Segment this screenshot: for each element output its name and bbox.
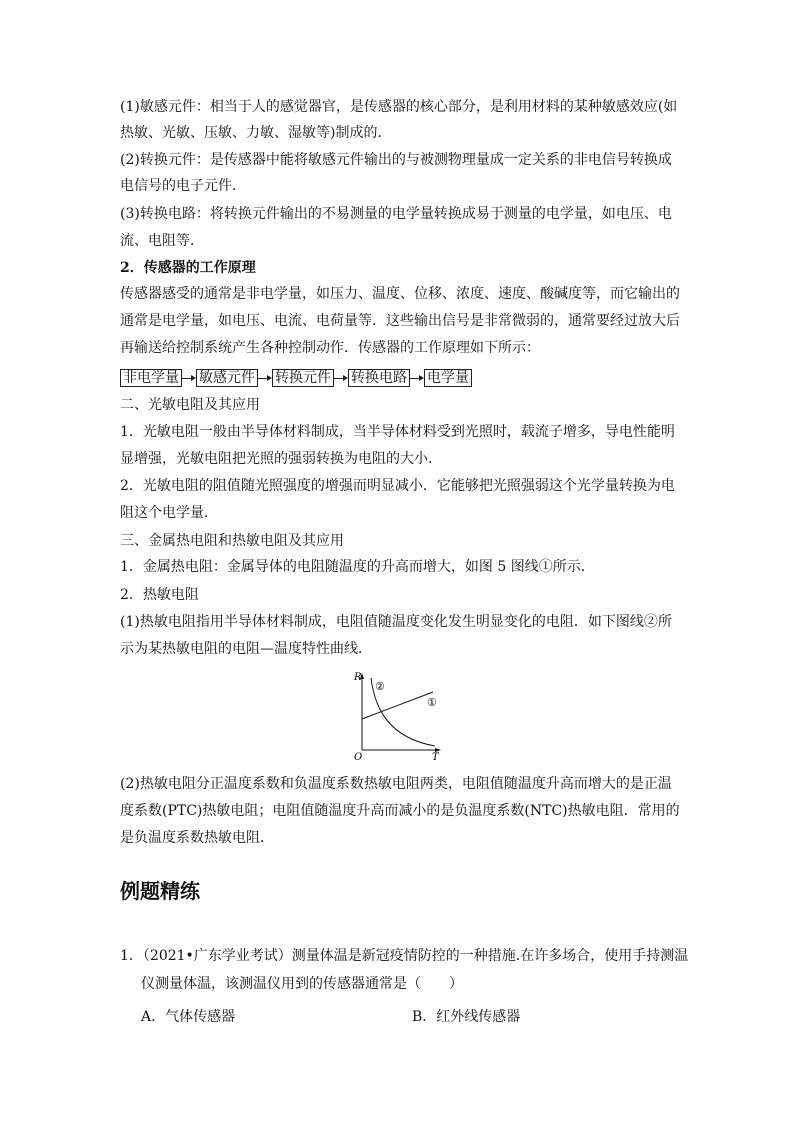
subheading: 2．传感器的工作原理 [120,260,256,276]
question-line: 1．（2021•广东学业考试）测量体温是新冠疫情防控的一种措施.在许多场合，使用手持测温 [120,948,689,964]
line-metal [362,692,433,719]
text-line: 传感器感受的通常是非电学量，如压力、温度、位移、浓度、速度、酸碱度等，而它输出的 [120,286,680,302]
origin-label: O [354,752,363,763]
section-heading: 三、金属热电阻和热敏电阻及其应用 [120,533,344,549]
text-line: 是负温度系数热敏电阻． [120,830,274,846]
text-line: 1．光敏电阻一般由半导体材料制成，当半导体材料受到光照时，载流子增多，导电性能明 [120,424,675,440]
text-line: (3)转换电路：将转换元件输出的不易测量的电学量转换成易于测量的电学量，如电压、电 [120,206,672,222]
flow-box: 敏感元件 [196,369,258,387]
text-line: 通常是电学量，如电压、电流、电荷量等．这些输出信号是非常微弱的，通常要经过放大后 [120,313,680,329]
section-title: 例题精练 [120,879,200,903]
curve2-label: ② [375,680,385,693]
option-a: A．气体传感器 [141,1009,236,1025]
text-line: 阻这个电学量． [120,505,218,521]
flow-box: 转换电路 [348,369,410,387]
question-line: 仪测量体温，该测温仪用到的传感器通常是（ ） [141,976,463,992]
text-line: 示为某热敏电阻的电阻—温度特性曲线． [120,641,372,657]
text-line: (1)热敏电阻指用半导体材料制成，电阻值随温度变化发生明显变化的电阻．如下图线②所 [120,614,672,630]
x-axis-label: T [432,752,439,763]
flow-box: 电学量 [424,369,472,387]
text-line: (2)热敏电阻分正温度系数和负温度系数热敏电阻两类，电阻值随温度升高而增大的是正温 [120,776,672,792]
curve1-label: ① [427,696,437,709]
text-line: 2．光敏电阻的阻值随光照强度的增强而明显减小．它能够把光照强弱这个光学量转换为电 [120,478,675,494]
option-b: B．红外线传感器 [412,1009,521,1025]
text-line: (2)转换元件：是传感器中能将敏感元件输出的与被测物理量成一定关系的非电信号转换成 [120,152,672,168]
section-heading: 二、光敏电阻及其应用 [120,397,260,413]
subheading: 2．热敏电阻 [120,587,199,603]
text-line: 再输送给控制系统产生各种控制动作．传感器的工作原理如下所示： [120,340,540,356]
text-line: 流、电阻等． [120,233,204,249]
text-line: 1．金属热电阻：金属导体的电阻随温度的升高而增大，如图 5 图线①所示． [120,559,595,575]
text-line: 度系数(PTC)热敏电阻；电阻值随温度升高而减小的是负温度系数(NTC)热敏电阻．常用的 [120,803,680,819]
flow-box: 非电学量 [120,369,182,387]
arrow-icon [334,370,348,386]
text-line: 电信号的电子元件． [120,178,246,194]
resistance-temperature-graph [345,670,445,765]
arrow-icon [182,370,196,386]
arrow-icon [258,370,272,386]
text-line: (1)敏感元件：相当于人的感觉器官，是传感器的核心部分，是利用材料的某种敏感效应(如 [120,99,678,115]
flow-box: 转换元件 [272,369,334,387]
text-line: 显增强，光敏电阻把光照的强弱转换为电阻的大小． [120,451,442,467]
y-axis-label: R [354,672,362,683]
principle-flow-diagram [120,369,472,387]
text-line: 热敏、光敏、压敏、力敏、湿敏等)制成的． [120,125,392,141]
arrow-icon [410,370,424,386]
